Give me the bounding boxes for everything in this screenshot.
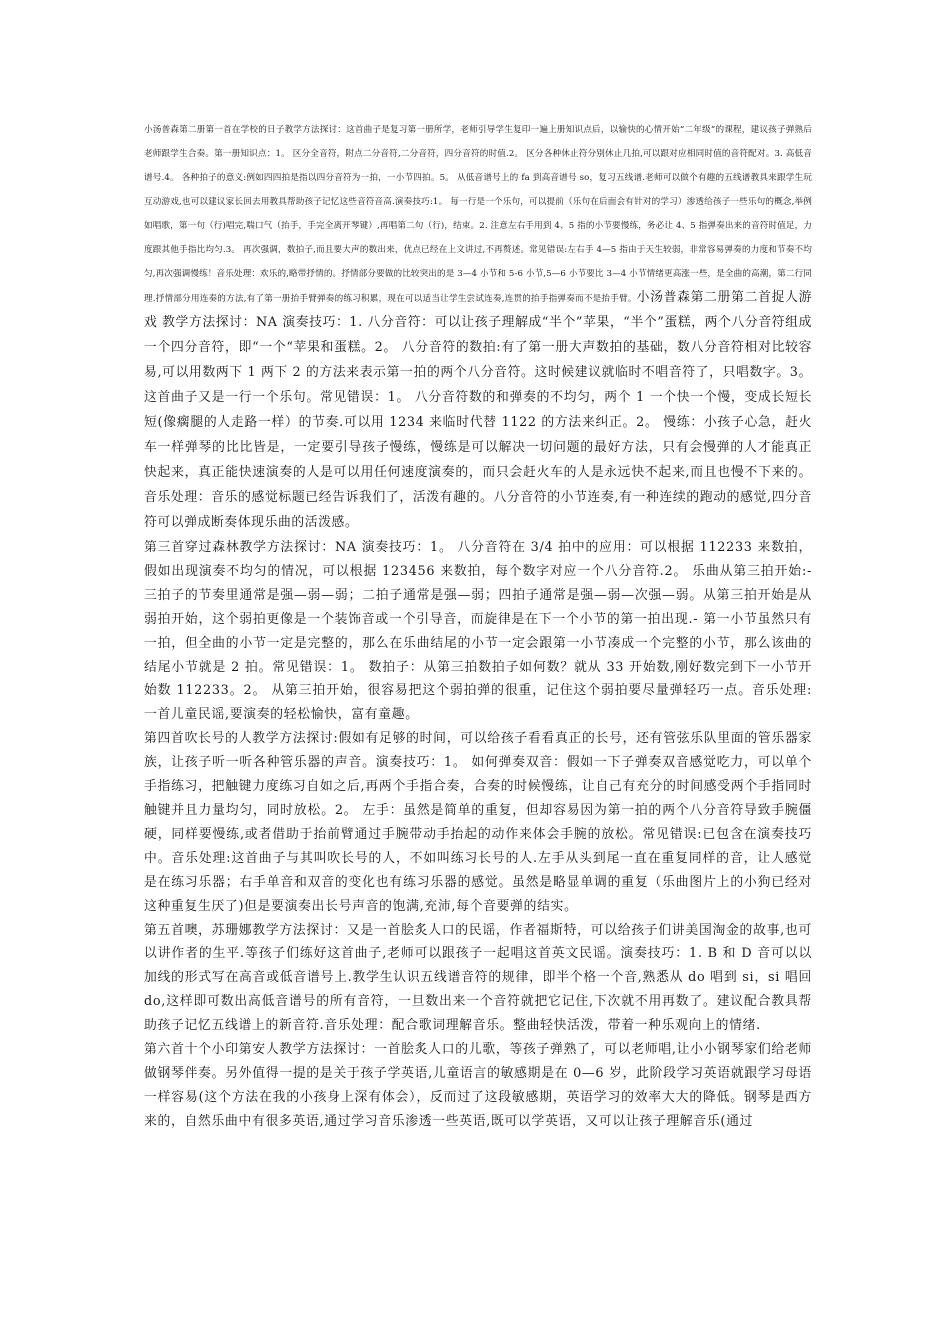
paragraph-lesson-six: 第六首十个小印第安人教学方法探讨：一首脍炙人口的儿歌，等孩子弹熟了，可以老师唱,让小小钢琴家们给老师做钢琴伴奏。另外值得一提的是关于孩子学英语,儿童语言的敏感期是在 0—6 岁，此阶段学习英语就跟学习母语一样容易(这个方法在我的小孩身上深有体会），反而过了这段敏感期，英语学习的效率大大的降低。钢琴是西方来的，自然乐曲中有很多英语,通过学习音乐渗透一些英语,既可以学英语，又可以让孩子理解音乐(通过: [144, 1042, 812, 1129]
small-print-text: 小汤普森第二册第一首在学校的日子教学方法探讨：这首曲子是复习第一册所学，老师引导学生复印一遍上册知识点后，以愉快的心情开始“二年级”的课程，建议孩子弹熟后老师跟学生合奏。第一册知识点：1。 区分全音符，附点二分音符,二分音符，四分音符的时值.2。 区分各种休止符分别休止几拍,可以跟对应相同时值的音符配对。3. 高低音谱号.4。 各种拍子的意义:例如四四拍是指以四分音符为一拍，一小节四拍。5。 从低音谱号上的 fa 到高音谱号 so，复习五线谱.老师可以做个有趣的五线谱教具来跟学生玩互动游戏,也可以建议家长回去用教具帮助孩子记忆这些音符音高.演奏技巧:1。 每一行是一个乐句，可以提前（乐句在后面会有针对的学习）渗透给孩子一些乐句的概念,举例如唱歌，第一句（行)唱完,喘口气（抬手，手完全离开琴键）,再唱第二句（行)，结束。2. 注意左右手用到 4、5 指的小节要慢练，务必让 4、5 指弹奏出来的音符时值足，力度跟其他手指比均匀.3。 再次强调，数拍子,而且要大声的数出来，优点已经在上文讲过,不再赘述。常见错误:左右手 4—5 指由于天生较弱，非常容易弹奏的力度和节奏不均匀,再次强调慢练！音乐处理：欢乐的,略带抒情的。抒情部分要做的比较突出的是 3—4 小节和 5-6 小节,5—6 小节要比 3—4 小节情绪更高涨一些，是全曲的高潮，第二行同理.抒情部分用连奏的方法,有了第一册抬手臂弹奏的练习积累，现在可以适当让学生尝试连奏,连贯的抬手指弹奏而不是抬手臂。: [144, 125, 812, 304]
lesson-two-text: 小汤普森第二册第二首捉人游戏 教学方法探讨：NA 演奏技巧：1. 八分音符：可以让孩子理解成“半个”苹果，“半个”蛋糕，两个八分音符组成一个四分音符，即“一个“苹果和蛋糕。2。 八分音符的数拍:有了第一册大声数拍的基础，数八分音符相对比较容易,可以用数两下 1 两下 2 的方法来表示第一拍的两个八分音符。这时候建议就临时不唱音符了，只唱数字。3。 这首曲子又是一行一个乐句。常见错误：1。 八分音符数的和弹奏的不均匀，两个 1 一个快一个慢，变成长短长短(像瘸腿的人走路一样）的节奏.可以用 1234 来临时代替 1122 的方法来纠正。2。 慢练：小孩子心急，赶火车一样弹琴的比比皆是，一定要引导孩子慢练，慢练是可以解决一切问题的最好方法，只有会慢弹的人才能真正快起来，真正能快速演奏的人是可以用任何速度演奏的，而只会赶火车的人是永远快不起来,而且也慢不下来的。音乐处理：音乐的感觉标题已经告诉我们了，活泼有趣的。八分音符的小节连奏,有一种连续的跑动的感觉,四分音符可以弹成断奏体现乐曲的活泼感。: [144, 290, 812, 530]
paragraph-lesson-three: 第三首穿过森林教学方法探讨：NA 演奏技巧：1。 八分音符在 3/4 拍中的应用：可以根据 112233 来数拍，假如出现演奏不均匀的情况，可以根据 123456 来数拍，每个数字对应一个八分音符.2。 乐曲从第三拍开始:- 三拍子的节奏里通常是强—弱—弱；二拍子通常是强—弱；四拍子通常是强—弱—次强—弱。从第三拍开始是从弱拍开始，这个弱拍更像是一个装饰音或一个引导音，而旋律是在下一个小节的第一拍出现.- 第一小节虽然只有一拍，但全曲的小节一定是完整的，那么在乐曲结尾的小节一定会跟第一小节凑成一个完整的小节，那么该曲的结尾小节就是 2 拍。常见错误：1。 数拍子：从第三拍数拍子如何数？就从 33 开始数,刚好数完到下一小节开始数 112233。2。 从第三拍开始，很容易把这个弱拍弹的很重，记住这个弱拍要尽量弹轻巧一点。音乐处理:一首儿童民谣,要演奏的轻松愉快，富有童趣。: [144, 540, 812, 723]
document-page: [144, 118, 812, 1134]
paragraph-lesson-four: 第四首吹长号的人教学方法探讨:假如有足够的时间，可以给孩子看看真正的长号，还有管弦乐队里面的管乐器家族，让孩子听一听各种管乐器的声音。演奏技巧：1。 如何弹奏双音：假如一下子弹奏双音感觉吃力，可以单个手指练习，把触键力度练习自如之后,再两个手指合奏，合奏的时候慢练，让自己有充分的时间感受两个手指同时触键并且力量均匀，同时放松。2。 左手：虽然是简单的重复，但却容易因为第一拍的两个八分音符导致手腕僵硬，同样要慢练,或者借助于抬前臂通过手腕带动手抬起的动作来体会手腕的放松。常见错误:已包含在演奏技巧中。音乐处理:这首曲子与其叫吹长号的人，不如叫练习长号的人.左手从头到尾一直在重复同样的音，让人感觉是在练习乐器；右手单音和双音的变化也有练习乐器的感觉。虽然是略显单调的重复（乐曲图片上的小狗已经对这种重复生厌了)但是要演奏出长号声音的饱满,充沛,每个音要弹的结实。: [144, 731, 812, 914]
small-print-block: [144, 118, 812, 536]
paragraph-lesson-five: 第五首噢，苏珊娜教学方法探讨：又是一首脍炙人口的民谣，作者福斯特，可以给孩子们讲美国淘金的故事,也可以讲作者的生平.等孩子们练好这首曲子,老师可以跟孩子一起唱这首英文民谣。演奏技巧：1. B 和 D 音可以以加线的形式写在高音或低音谱号上.教学生认识五线谱音符的规律，即半个格一个音,熟悉从 do 唱到 si，si 唱回 do,这样即可数出高低音谱号的所有音符，一旦数出来一个音符就把它记住,下次就不用再数了。建议配合教具帮助孩子记忆五线谱上的新音符.音乐处理：配合歌词理解音乐。整曲轻快活泼，带着一种乐观向上的情绪.: [144, 922, 812, 1034]
